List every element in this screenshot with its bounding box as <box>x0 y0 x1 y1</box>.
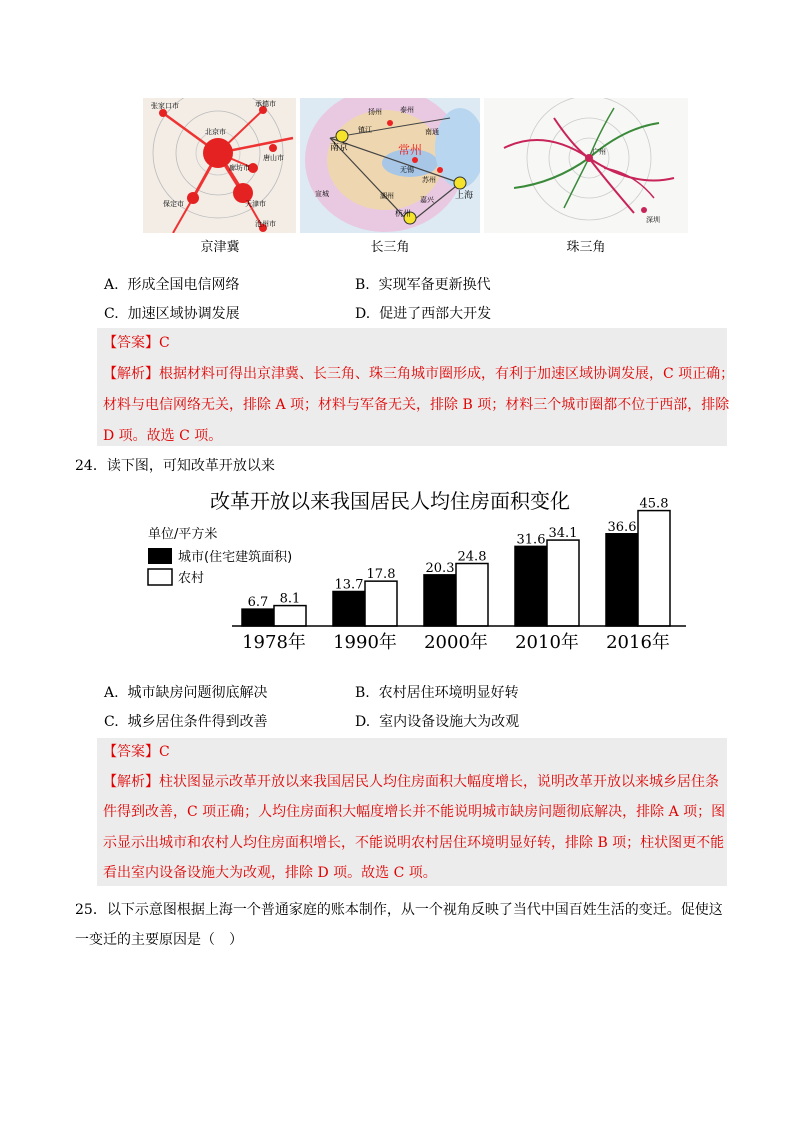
map2-city-label: 常州 <box>398 143 423 157</box>
bar-rural <box>547 540 579 626</box>
q24-option-b[interactable] <box>355 683 519 703</box>
map2-city-label: 无锡 <box>400 166 414 174</box>
bar-value-label: 6.7 <box>247 595 269 611</box>
q23-option-b[interactable] <box>355 275 491 295</box>
option-letter: A. <box>104 685 119 701</box>
map1-city-label: 北京市 <box>205 128 226 136</box>
option-letter: B. <box>355 685 370 701</box>
answer-label: 【答案】C <box>103 335 170 351</box>
map1-city-label: 沧州市 <box>255 220 276 228</box>
yangtze-delta-map <box>300 98 480 233</box>
option-text: 形成全国电信网络 <box>127 277 240 293</box>
analysis-line: 看出室内设备设施大为改观，排除 D 项。故选 C 项。 <box>103 865 437 881</box>
map2-city-label: 嘉兴 <box>420 196 434 204</box>
chart-unit: 单位/平方米 <box>148 527 218 542</box>
q25-stem-line: 一变迁的主要原因是（ ） <box>75 932 243 948</box>
bar-value-label: 17.8 <box>366 567 396 583</box>
map2-city-label: 南京 <box>330 143 349 153</box>
option-letter: A. <box>104 277 119 293</box>
analysis-line: 【解析】柱状图显示改革开放以来我国居民人均住房面积大幅度增长，说明改革开放以来城乡居住条 <box>103 774 719 790</box>
q23-option-a[interactable] <box>104 275 239 295</box>
q23-option-c[interactable] <box>104 304 240 324</box>
option-letter: B. <box>355 277 370 293</box>
bar-value-label: 45.8 <box>639 496 669 512</box>
map2-city-label: 杭州 <box>395 209 411 218</box>
option-text: 室内设备设施大为改观 <box>379 714 520 730</box>
legend-label-urban: 城市(住宅建筑面积) <box>178 550 293 565</box>
bar-value-label: 31.6 <box>516 532 546 548</box>
option-letter: D. <box>355 306 371 322</box>
bar-rural <box>456 564 488 626</box>
q23-option-d[interactable] <box>355 304 491 324</box>
q24-option-c[interactable] <box>104 712 268 732</box>
bar-value-label: 24.8 <box>457 549 487 565</box>
bar-urban <box>424 575 456 626</box>
map1-city-label: 廊坊市 <box>229 164 250 172</box>
q23-answer-box <box>97 328 735 446</box>
x-tick-label: 1978年 <box>242 632 306 653</box>
option-letter: C. <box>104 714 119 730</box>
q24-option-a[interactable] <box>104 683 267 703</box>
bar-value-label: 8.1 <box>279 591 301 607</box>
bar-value-label: 13.7 <box>334 577 364 593</box>
x-tick-label: 2000年 <box>424 632 488 653</box>
map2-city-label: 扬州 <box>368 108 382 116</box>
legend-swatch-urban <box>148 548 172 564</box>
map1-city-label: 承德市 <box>255 100 276 108</box>
map2-city-label: 苏州 <box>422 176 436 184</box>
map1-city-label: 保定市 <box>163 200 184 208</box>
option-text: 实现军备更新换代 <box>378 277 491 293</box>
map1-city-label: 唐山市 <box>263 154 284 162</box>
bar-urban <box>515 546 547 626</box>
map1-city-label: 天津市 <box>245 200 266 208</box>
option-text: 农村居住环境明显好转 <box>378 685 519 701</box>
pearl-delta-map <box>484 98 688 233</box>
city-cluster-maps <box>143 98 688 255</box>
bar-urban <box>333 591 365 626</box>
map2-city-label: 上海 <box>455 191 474 201</box>
bar-rural <box>365 581 397 626</box>
map2-city-label: 宣城 <box>315 190 329 198</box>
map-caption: 京津冀 <box>200 240 240 255</box>
answer-label: 【答案】C <box>103 744 170 760</box>
x-tick-label: 1990年 <box>333 632 397 653</box>
q24-stem: 24．读下图，可知改革开放以来 <box>75 458 275 474</box>
analysis-line: 材料与电信网络无关，排除 A 项；材料与军备无关，排除 B 项；材料三个城市圈都不位于西部，排除 <box>103 397 730 413</box>
option-text: 促进了西部大开发 <box>379 306 492 322</box>
map3-city-label: 广州 <box>592 148 606 156</box>
option-letter: D. <box>355 714 371 730</box>
bar-rural <box>274 606 306 626</box>
map2-city-label: 镇江 <box>358 126 372 134</box>
bar-value-label: 36.6 <box>607 519 637 535</box>
housing-area-chart <box>140 482 700 657</box>
option-text: 城乡居住条件得到改善 <box>127 714 268 730</box>
map-caption: 长三角 <box>370 240 410 255</box>
q25-stem-line: 25．以下示意图根据上海一个普通家庭的账本制作，从一个视角反映了当代中国百姓生活的变迁。促使这 <box>75 902 723 918</box>
legend-swatch-rural <box>148 569 172 585</box>
option-letter: C. <box>104 306 119 322</box>
analysis-line: D 项。故选 C 项。 <box>103 428 223 444</box>
analysis-line: 件得到改善，C 项正确；人均住房面积大幅度增长并不能说明城市缺房问题彻底解决，排除 A 项；图 <box>103 804 726 820</box>
bar-urban <box>242 609 274 626</box>
map-caption: 珠三角 <box>566 240 606 255</box>
analysis-line: 示显示出城市和农村人均住房面积增长，不能说明农村居住环境明显好转，排除 B 项；柱状图更不能 <box>103 835 725 851</box>
bar-rural <box>638 511 670 626</box>
x-tick-label: 2016年 <box>606 632 670 653</box>
map2-city-label: 泰州 <box>400 106 414 114</box>
option-text: 加速区域协调发展 <box>127 306 240 322</box>
legend-label-rural: 农村 <box>178 571 205 586</box>
q24-answer-box <box>97 738 727 886</box>
q24-option-d[interactable] <box>355 712 519 732</box>
jingjinji-map <box>143 98 296 233</box>
map3-city-label: 深圳 <box>646 216 660 224</box>
analysis-line: 【解析】根据材料可得出京津冀、长三角、珠三角城市圈形成，有利于加速区域协调发展，C 项正确； <box>103 366 735 382</box>
option-text: 城市缺房问题彻底解决 <box>127 685 268 701</box>
map1-city-label: 张家口市 <box>151 102 179 110</box>
bar-value-label: 20.3 <box>425 560 455 576</box>
chart-title: 改革开放以来我国居民人均住房面积变化 <box>210 489 570 513</box>
bar-urban <box>606 534 638 626</box>
map2-city-label: 湖州 <box>380 192 394 200</box>
map2-city-label: 南通 <box>425 128 439 136</box>
bar-value-label: 34.1 <box>548 526 578 542</box>
x-tick-label: 2010年 <box>515 632 579 653</box>
